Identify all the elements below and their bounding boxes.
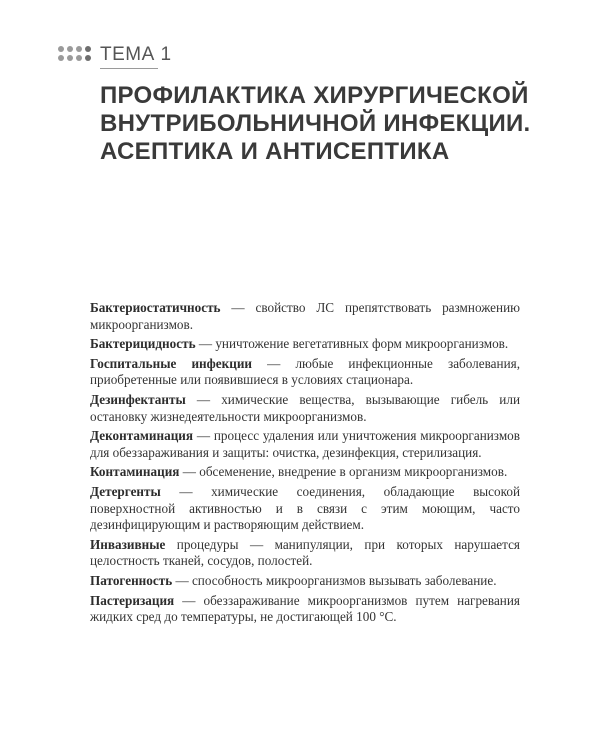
dot-grid-ornament bbox=[58, 46, 91, 61]
glossary-term: Бактерицидность bbox=[90, 336, 196, 352]
glossary-term: Госпитальные инфекции bbox=[90, 355, 253, 371]
topic-divider bbox=[100, 68, 158, 69]
glossary-entry bbox=[90, 392, 520, 425]
glossary-definition: — химические вещества, вызывающие гибель или остановку жизнедеятельности микроорганизмов. bbox=[90, 391, 520, 424]
glossary-definition: — уничтожение вегетативных форм микроорганизмов. bbox=[195, 336, 509, 352]
topic-marker bbox=[58, 46, 101, 61]
glossary-definition: — способность микроорганизмов вызывать заболевание. bbox=[172, 572, 497, 588]
glossary-definition: — любые инфекционные заболевания, приобретенные или появившиеся в условиях стационара. bbox=[90, 355, 520, 388]
glossary-definition: — химические соединения, обладающие высокой поверхностной активностью и в связи с этим моющим, часто дезинфицирующим и растворяющим действием. bbox=[90, 483, 520, 533]
glossary-entry bbox=[90, 336, 520, 353]
chapter-title-line: ПРОФИЛАКТИКА ХИРУРГИЧЕСКОЙ bbox=[100, 82, 529, 109]
glossary-definition: — процесс удаления или уничтожения микроорганизмов для обеззараживания и защиты: очистка, дезинфекция, стерилизация. bbox=[90, 428, 520, 460]
topic-label: ТЕМА 1 bbox=[100, 44, 172, 65]
glossary bbox=[90, 300, 520, 629]
glossary-entry bbox=[90, 537, 520, 570]
glossary-term: Инвазивные bbox=[90, 536, 166, 552]
chapter-title-line: АСЕПТИКА И АНТИСЕПТИКА bbox=[100, 138, 450, 165]
glossary-term: Контаминация bbox=[90, 464, 180, 480]
glossary-definition: — обсеменение, внедрение в организм микроорганизмов. bbox=[179, 464, 508, 480]
glossary-entry bbox=[90, 428, 520, 461]
glossary-entry bbox=[90, 300, 520, 333]
glossary-term: Патогенность bbox=[90, 572, 173, 588]
glossary-entry bbox=[90, 573, 520, 590]
glossary-entry bbox=[90, 464, 520, 481]
chapter-title-line: ВНУТРИБОЛЬНИЧНОЙ ИНФЕКЦИИ. bbox=[100, 110, 531, 137]
glossary-term: Дезинфектанты bbox=[90, 391, 186, 407]
glossary-entry bbox=[90, 356, 520, 389]
glossary-term: Бактериостатичность bbox=[90, 300, 221, 315]
chapter-title bbox=[100, 82, 560, 166]
glossary-term: Пастеризация bbox=[90, 592, 175, 608]
glossary-entry bbox=[90, 593, 520, 626]
glossary-definition: — свойство ЛС препятствовать размножению микроорганизмов. bbox=[90, 300, 520, 332]
glossary-term: Деконтаминация bbox=[90, 428, 194, 444]
glossary-definition: — обеззараживание микроорганизмов путем нагревания жидких сред до температуры, не достигающей 100 °С. bbox=[90, 592, 520, 625]
glossary-entry bbox=[90, 484, 520, 534]
glossary-definition: процедуры — манипуляции, при которых нарушается целостность тканей, сосудов, полостей. bbox=[90, 536, 520, 569]
glossary-term: Детергенты bbox=[90, 483, 161, 499]
